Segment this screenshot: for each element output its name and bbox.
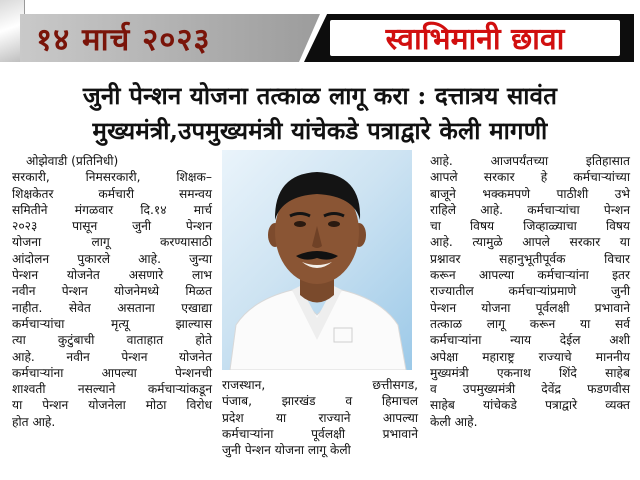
article-text-line: कर्मचाऱ्यांना न्याय देईल अशी [430,333,630,348]
article-text-line: चा विषय जिव्हाळ्याचा विषय [430,219,630,234]
article-text-line: नाहीत. सेवेत असताना एखाद्या [12,300,212,315]
article-text-line: व उपमुख्यमंत्री देवेंद्र फडणवीस [430,382,630,397]
masthead [0,0,640,72]
article-text-line: बाजूने भक्कमपणे पाठीशी उभे [430,186,630,201]
headline-line-1: जुनी पेन्शन योजना तत्काळ लागू करा : दत्तात्रय सावंत [82,81,558,110]
article-text-line: शिक्षकेतर कर्मचारी समन्वय [12,186,212,201]
article-text-line: ओझेवाडी (प्रतिनिधी) [26,154,119,168]
article-text-line: या पेन्शन योजनेला मोठा विरोध [12,398,212,413]
article-column-2 [222,377,418,458]
article-text-line: होत आहे. [12,414,56,429]
article-text-line: पेन्शन योजना पूर्वलक्षी प्रभावाने [430,300,630,315]
article-text-line: केली आहे. [430,414,478,429]
article-text-line: त्या कुटुंबाची वाताहात होते [12,333,212,348]
article-column-1 [12,153,212,430]
article-text-line: साहेब यांचेकडे पत्राद्वारे व्यक्त [430,398,630,413]
article-text-line: करून आपल्या कर्मचाऱ्यांना इतर [430,268,630,283]
article-text-line: २०२३ पासून जुनी पेन्शन [12,219,212,234]
article-text-line: नवीन पेन्शन योजनेमध्ये मिळत [12,284,212,299]
article-text-line: कर्मचाऱ्यांना आपल्या पेन्शनची [12,365,212,380]
article-text-line: योजना लागू करण्यासाठी [12,235,212,250]
portrait-photo [222,150,412,370]
article-text-line: मुख्यमंत्री एकनाथ शिंदे साहेब [430,365,630,380]
article-text-line: प्रदेश या राज्याने आपल्या [222,410,418,425]
article-text-line: अपेक्षा महाराष्ट्र राज्याचे माननीय [430,349,630,364]
article-text-line: कर्मचाऱ्यांचा मृत्यू झाल्यास [12,316,212,331]
article-text-line: पेन्शन योजनेत असणारे लाभ [12,268,212,283]
article-text-line: कर्मचाऱ्यांना पूर्वलक्षी प्रभावाने [222,426,418,441]
article-text-line: सरकारी, निमसरकारी, शिक्षक– [12,170,212,185]
portrait-illustration [222,150,412,370]
newspaper-name: स्वाभिमानी छावा [385,22,565,57]
article-text-line: जुनी पेन्शन योजना लागू केली [222,443,351,458]
article-text-line: आंदोलन पुकारले आहे. जुन्या [12,251,212,266]
article-text-line: राज्यातील कर्मचाऱ्यांप्रमाणे जुनी [430,284,630,299]
article-text-line: तत्काळ लागू करून या सर्व [430,316,630,331]
article-text-line: शाश्वती नसल्याने कर्मचाऱ्यांकडून [12,382,212,397]
article-text-line: राजस्थान, छत्तीसगड, [222,378,418,392]
article-text-line: राहिले आहे. कर्मचाऱ्यांचा पेन्शन [430,202,630,217]
article-text-line: आहे. त्यामुळे आपले सरकार या [430,235,630,250]
article-text-line: प्रश्नावर सहानुभूतीपूर्वक विचार [430,251,630,266]
article-text-line: आहे. आजपर्यंतच्या इतिहासात [430,154,630,168]
headline-line-2: मुख्यमंत्री,उपमुख्यमंत्री यांचेकडे पत्राद्वारे केली मागणी [92,116,548,145]
issue-date: १४ मार्च २०२३ [36,22,211,58]
article-text-line: आहे. नवीन पेन्शन योजनेत [12,349,212,364]
article-column-3 [430,153,630,430]
article-text-line: आपले सरकार हे कर्मचाऱ्यांच्या [430,170,630,185]
article-text-line: समितीने मंगळवार दि.१४ मार्च [12,202,212,217]
article-text-line: पंजाब, झारखंड व हिमाचल [222,394,418,409]
